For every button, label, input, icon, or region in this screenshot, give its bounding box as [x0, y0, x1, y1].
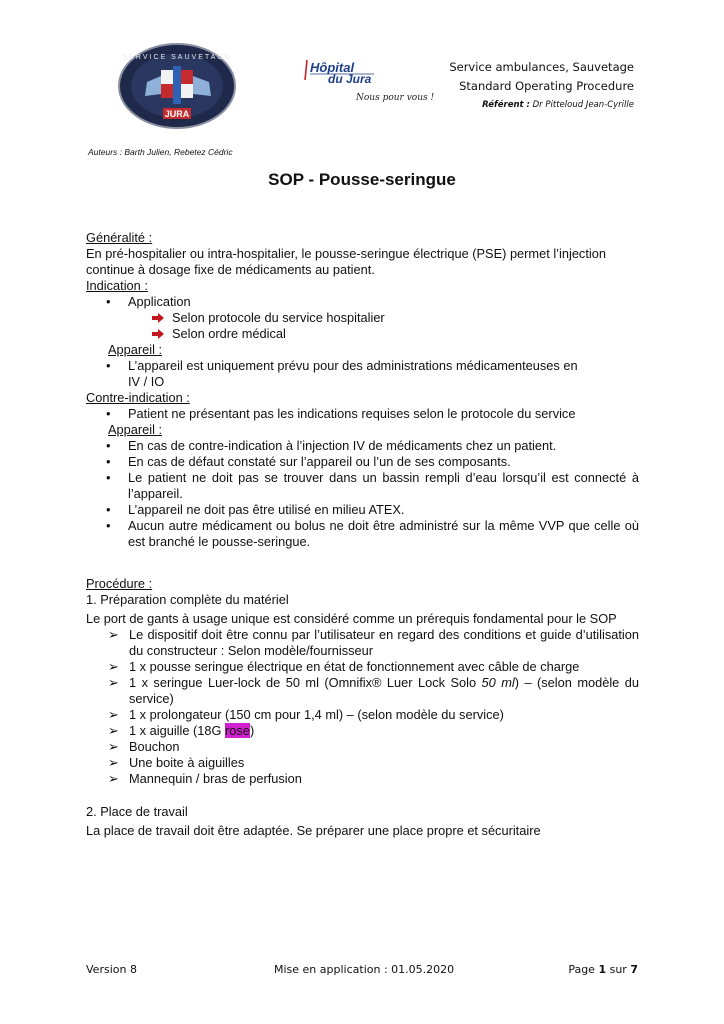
highlighted-text: rose — [225, 723, 250, 738]
procedure-heading: Procédure : — [86, 576, 153, 591]
list-item: Selon ordre médical — [86, 326, 639, 342]
authors: Auteurs : Barth Julien, Rebetez Cédric — [88, 147, 233, 157]
list-item: ➢ 1 x seringue Luer-lock de 50 ml (Omnifix® Luer Lock Solo 50 ml) – (selon modèle du service) — [108, 675, 639, 706]
step2-title: 2. Place de travail — [86, 804, 188, 819]
svg-text:du Jura: du Jura — [328, 72, 372, 86]
list-item: • Application — [106, 294, 191, 309]
list-item: • En cas de défaut constaté sur l’appareil ou l’un de ses composants. — [106, 454, 511, 469]
list-item: ➢ Bouchon — [108, 739, 180, 754]
red-arrow-icon — [152, 329, 164, 339]
footer-page-number: Page 1 sur 7 — [568, 963, 638, 976]
svg-text:Nous pour vous !: Nous pour vous ! — [356, 93, 435, 103]
footer-application-date: Mise en application : 01.05.2020 — [274, 963, 455, 976]
contre-indication-heading: Contre-indication : — [86, 390, 190, 405]
red-arrow-icon — [152, 313, 164, 323]
list-item: ➢ Mannequin / bras de perfusion — [108, 771, 302, 786]
list-item: • En cas de contre-indication à l’injection IV de médicaments chez un patient. — [106, 438, 557, 453]
generalite-heading: Généralité : — [86, 230, 153, 245]
list-item: ➢ Le dispositif doit être connu par l’utilisateur en regard des conditions et guide d’utilisation du constructeur : Selon modèle/fournisseur — [108, 627, 639, 658]
document-title: SOP - Pousse-seringue — [268, 170, 456, 189]
list-item: ➢ 1 x aiguille (18G rose) — [108, 723, 255, 738]
document-body — [86, 230, 639, 839]
sop-label: Standard Operating Procedure — [459, 79, 634, 93]
list-item: ➢ Une boite à aiguilles — [108, 755, 245, 770]
list-item: • L’appareil ne doit pas être utilisé en milieu ATEX. — [106, 502, 405, 517]
referent-line: Référent : Dr Pitteloud Jean-Cyrille — [482, 100, 634, 110]
list-item: • Patient ne présentant pas les indications requises selon le protocole du service — [106, 406, 576, 421]
generalite-text: En pré-hospitalier ou intra-hospitalier, le pousse-seringue électrique (PSE) permet l’injection continue à dosage fixe de médicaments au patient. — [86, 246, 606, 277]
indication-appareil-heading: Appareil : — [108, 342, 163, 357]
header-info — [449, 58, 634, 115]
svg-text:JURA: JURA — [164, 109, 190, 119]
step1-title: 1. Préparation complète du matériel — [86, 592, 289, 607]
footer-version: Version 8 — [86, 963, 137, 976]
step2-text: La place de travail doit être adaptée. Se préparer une place propre et sécuritaire — [86, 823, 541, 838]
list-item: • Aucun autre médicament ou bolus ne doit être administré sur la même VVP que celle où est branché le pousse-seringue. — [106, 518, 639, 549]
service-name: Service ambulances, Sauvetage — [449, 60, 634, 74]
sauvetage-jura-badge-logo — [117, 42, 237, 130]
list-item: • Le patient ne doit pas se trouver dans un bassin rempli d’eau lorsqu’il est connecté à l’appareil. — [106, 470, 639, 501]
step1-intro: Le port de gants à usage unique est considéré comme un prérequis fondamental pour le SOP — [86, 611, 617, 626]
list-item: • L’appareil est uniquement prévu pour des administrations médicamenteuses en IV / IO — [106, 358, 578, 389]
svg-text:Hôpital: Hôpital — [310, 60, 355, 75]
contre-indication-appareil-heading: Appareil : — [108, 422, 163, 437]
list-item: ➢ 1 x pousse seringue électrique en état de fonctionnement avec câble de charge — [108, 659, 580, 674]
hopital-du-jura-logo — [304, 58, 435, 108]
list-item: Selon protocole du service hospitalier — [86, 310, 639, 326]
list-item: ➢ 1 x prolongateur (150 cm pour 1,4 ml) – (selon modèle du service) — [108, 707, 504, 722]
indication-heading: Indication : — [86, 278, 148, 293]
svg-text:SERVICE SAUVETAGE: SERVICE SAUVETAGE — [122, 54, 232, 61]
